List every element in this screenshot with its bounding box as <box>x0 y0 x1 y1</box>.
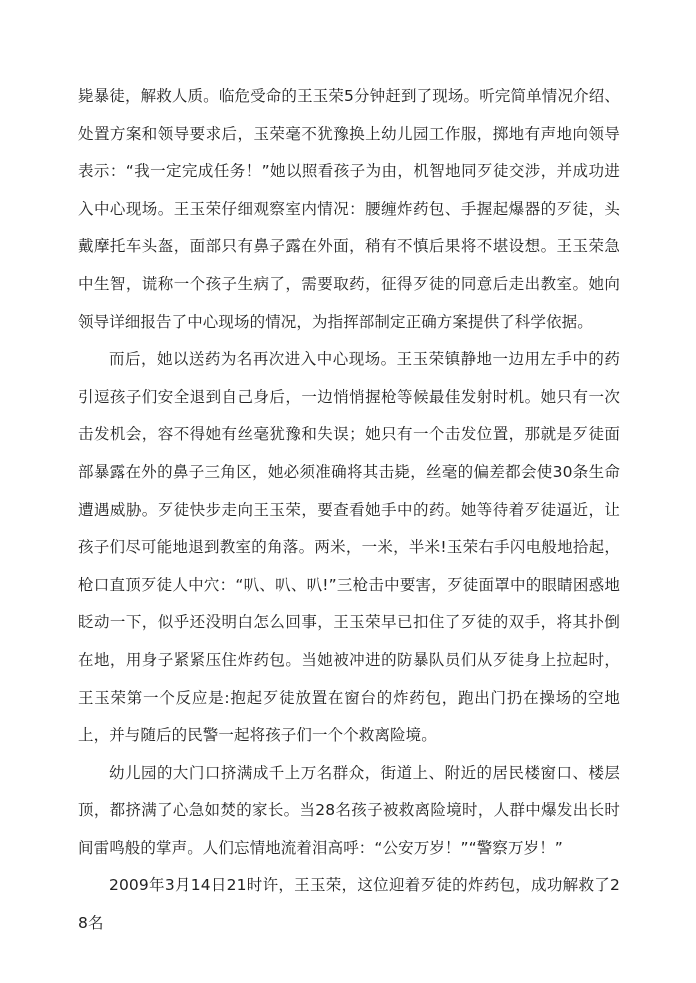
paragraph-rescue-start: 毙暴徒，解救人质。临危受命的王玉荣5分钟赶到了现场。听完简单情况介绍、处置方案和领导要求后，玉荣毫不犹豫换上幼儿园工作服，掷地有声地向领导表示：“我一定完成任务！”她以照看孩子为由，机智地同歹徒交涉，并成功进入中心现场。王玉荣仔细观察室内情况：腰缠炸药包、手握起爆器的歹徒，头戴摩托车头盔，面部只有鼻子露在外面，稍有不慎后果将不堪设想。王玉荣急中生智，谎称一个孩子生病了，需要取药，征得歹徒的同意后走出教室。她向领导详细报告了中心现场的情况，为指挥部制定正确方案提供了科学依据。 <box>78 87 620 331</box>
document-body <box>78 78 620 943</box>
paragraph-second-entry: 而后，她以送药为名再次进入中心现场。王玉荣镇静地一边用左手中的药引逗孩子们安全退到自己身后，一边悄悄握枪等候最佳发射时机。她只有一次击发机会，容不得她有丝毫犹豫和失误；她只有一个击发位置，那就是歹徒面部暴露在外的鼻子三角区，她必须准确将其击毙，丝毫的偏差都会使30条生命遭遇威胁。歹徒快步走向王玉荣，要查看她手中的药。她等待着歹徒逼近，让孩子们尽可能地退到教室的角落。两米，一米，半米!玉荣右手闪电般地拾起，枪口直顶歹徒人中穴：“叭、叭、叭!”三枪击中要害，歹徒面罩中的眼睛困惑地眨动一下，似乎还没明白怎么回事，王玉荣早已扣住了歹徒的双手，将其扑倒在地，用身子紧紧压住炸药包。当她被冲进的防暴队员们从歹徒身上拉起时，王玉荣第一个反应是:抱起歹徒放置在窗台的炸药包，跑出门扔在操场的空地上，并与随后的民警一起将孩子们一个个救离险境。 <box>78 350 620 745</box>
paragraph-date-summary: 2009年3月14日21时许，王玉荣，这位迎着歹徒的炸药包，成功解救了28名 <box>78 876 620 933</box>
paragraph-crowd-reaction: 幼儿园的大门口挤满成千上万名群众，街道上、附近的居民楼窗口、楼层顶，都挤满了心急如焚的家长。当28名孩子被救离险境时，人群中爆发出长时间雷鸣般的掌声。人们忘情地流着泪高呼：“公安万岁！”“警察万岁！” <box>78 763 620 857</box>
